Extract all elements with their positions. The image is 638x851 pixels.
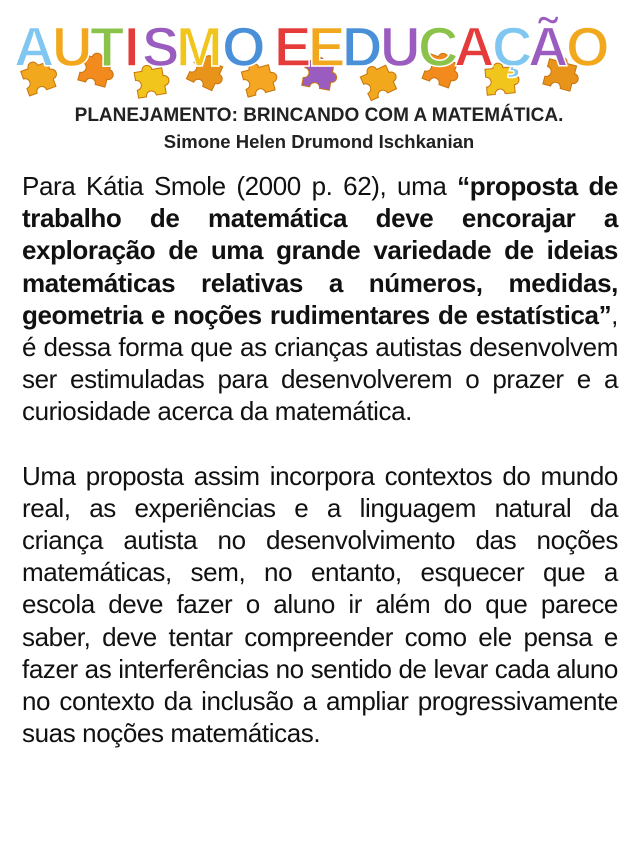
logo-letter: A [14,15,55,78]
logo-letter: U [52,15,93,78]
paragraph-1 [22,170,618,428]
logo-letter: Ã [528,15,569,78]
logo-letter: A [454,15,495,78]
author-name: Simone Helen Drumond Ischkanian [163,131,475,152]
logo-letter: S [142,15,180,78]
logo-letter: C [418,15,459,78]
logo-letter: D [342,15,383,78]
logo-letter: O [222,15,266,78]
paragraph-1-rest: , é dessa forma que as crianças autistas desenvolvem ser estimuladas para desenvolverem o prazer e a curiosidade acerca da matemática. [22,299,618,427]
logo-letter: O [566,15,610,78]
paragraph-2: Uma proposta assim incorpora contextos do mundo real, as experiências e a linguagem natural da criança autista no desenvolvimento das noções matemáticas, sem, no entanto, esquecer que a escola deve fazer o aluno ir além do que parece saber, deve tentar compreender como ele pensa e fazer as interferências no sentido de levar cada aluno no contexto da inclusão a ampliar progressivamente suas noções matemáticas. [22,460,618,749]
logo-letter: T [90,15,125,78]
logo-letter: E [308,15,346,78]
page-title: PLANEJAMENTO: BRINCANDO COM A MATEMÁTICA. [74,105,564,126]
logo-letter: M [176,15,223,78]
logo-letter: Ç [492,15,533,78]
logo-letter: E [274,15,312,78]
logo-letter: I [124,15,140,78]
quote-text: “proposta de trabalho de matemática deve encorajar a exploração de uma grande variedade de ideias matemáticas relativas a números, medidas, geometria e noções rudimentares de estatística” [22,171,618,330]
banner [0,0,638,104]
intro-text: Para Kátia Smole (2000 p. 62), uma [22,171,458,201]
banner-logo [0,0,638,104]
logo-letter: U [380,15,421,78]
article-body [22,170,618,749]
